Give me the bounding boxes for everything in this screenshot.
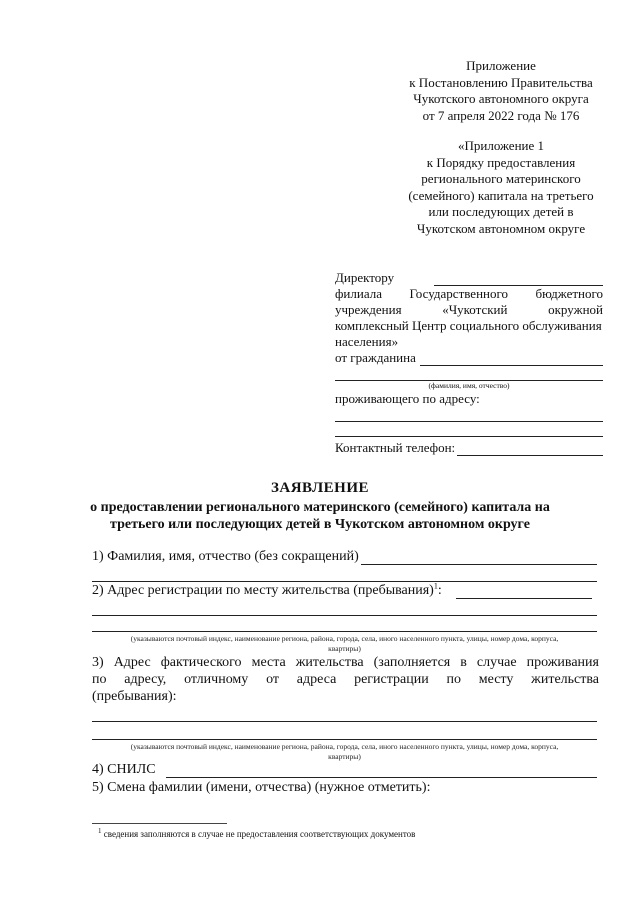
item2-label bbox=[92, 583, 442, 599]
addressee-block bbox=[335, 270, 603, 456]
item3-block bbox=[92, 654, 599, 705]
appendix-line: Чукотского автономного округа bbox=[413, 91, 589, 106]
appendix-line: регионального материнского bbox=[421, 171, 581, 186]
appendix-line: от 7 апреля 2022 года № 176 bbox=[422, 107, 580, 123]
footnote-text: сведения заполняются в случае не предоставления соответствующих документов bbox=[103, 829, 416, 839]
item1-row bbox=[92, 549, 597, 565]
appendix-line: Чукотском автономном округе bbox=[416, 220, 586, 236]
actual-address-field-2[interactable] bbox=[92, 725, 597, 740]
item5-row bbox=[92, 780, 597, 796]
appendix-line: к Постановлению Правительства bbox=[409, 74, 593, 90]
title-subtitle bbox=[80, 499, 560, 533]
fio-caption: (фамилия, имя, отчество) bbox=[428, 381, 510, 390]
citizen-name-field-2[interactable] bbox=[335, 366, 603, 381]
address-field-2[interactable] bbox=[335, 422, 603, 437]
item2-row bbox=[92, 583, 592, 599]
from-citizen-label: от гражданина bbox=[335, 350, 416, 365]
item1-label: 1) Фамилия, имя, отчество (без сокращений) bbox=[92, 549, 359, 564]
title-subtitle-line: третьего или последующих детей в Чукотском автономном округе bbox=[110, 517, 530, 532]
note-line: квартиры) bbox=[328, 751, 361, 761]
addressee-row: населения» bbox=[335, 334, 399, 349]
registration-address-field[interactable] bbox=[456, 584, 592, 599]
registration-address-field-2[interactable] bbox=[92, 601, 597, 616]
title-main: ЗАЯВЛЕНИЕ bbox=[270, 480, 370, 496]
citizen-name-field[interactable] bbox=[420, 353, 603, 366]
phone-row bbox=[335, 440, 603, 456]
item3-line: (пребывания): bbox=[92, 689, 177, 704]
addressee-word: окружной bbox=[548, 302, 603, 317]
full-name-field[interactable] bbox=[361, 550, 597, 565]
addressee-word: «Чукотский bbox=[442, 302, 508, 317]
addressee-row bbox=[335, 302, 603, 318]
document-title bbox=[80, 480, 560, 533]
addressee-word: филиала bbox=[335, 286, 382, 301]
phone-label: Контактный телефон: bbox=[335, 440, 456, 455]
addressee-row: комплексный Центр социального обслуживания bbox=[335, 318, 602, 333]
address-field-1[interactable] bbox=[335, 407, 603, 422]
item3-line: 3) Адрес фактического места жительства (заполняется в случае проживания bbox=[92, 655, 599, 670]
director-row bbox=[335, 270, 603, 286]
appendix-line: к Порядку предоставления bbox=[426, 154, 576, 170]
appendix-line: «Приложение 1 bbox=[457, 138, 545, 153]
director-name-field[interactable] bbox=[434, 273, 603, 286]
addressee-row bbox=[335, 286, 603, 302]
footnote-ref: 1 bbox=[433, 581, 438, 591]
address-format-note bbox=[92, 634, 597, 653]
note-line: квартиры) bbox=[328, 643, 361, 653]
from-citizen-row bbox=[335, 350, 603, 366]
address-format-note-2 bbox=[92, 742, 597, 761]
footnote-mark: 1 bbox=[98, 827, 102, 835]
appendix-line: Приложение bbox=[466, 58, 536, 73]
actual-address-field-1[interactable] bbox=[92, 707, 597, 722]
full-name-field-2[interactable] bbox=[92, 567, 597, 582]
appendix-header bbox=[396, 58, 606, 237]
snils-field[interactable] bbox=[166, 763, 597, 778]
registration-address-field-3[interactable] bbox=[92, 617, 597, 632]
addressee-word: бюджетного bbox=[535, 286, 603, 301]
item4-row bbox=[92, 762, 597, 778]
item3-line: по адресу, отличному от адреса регистрации по месту жительства bbox=[92, 672, 599, 687]
appendix-line: или последующих детей в bbox=[428, 204, 574, 219]
note-line: (указываются почтовый индекс, наименование региона, района, города, села, иного населенного пункта, улицы, номер дома, корпуса, bbox=[130, 634, 559, 643]
item2-colon: : bbox=[437, 583, 442, 598]
item2-text: 2) Адрес регистрации по месту жительства (пребывания) bbox=[92, 583, 434, 598]
footnote-separator bbox=[92, 823, 227, 824]
name-change-label: 5) Смена фамилии (имени, отчества) (нужное отметить): bbox=[92, 780, 431, 795]
addressee-word: учреждения bbox=[335, 302, 402, 317]
title-subtitle-line: о предоставлении регионального материнского (семейного) капитала на bbox=[90, 500, 550, 515]
phone-field[interactable] bbox=[457, 443, 603, 456]
snils-label: 4) СНИЛС bbox=[92, 762, 156, 777]
note-line: (указываются почтовый индекс, наименование региона, района, города, села, иного населенного пункта, улицы, номер дома, корпуса, bbox=[130, 742, 559, 751]
addressee-word: Государственного bbox=[409, 286, 509, 301]
residing-label: проживающего по адресу: bbox=[335, 391, 480, 406]
director-label: Директору bbox=[335, 270, 395, 285]
footnote bbox=[98, 829, 415, 839]
appendix-line: (семейного) капитала на третьего bbox=[408, 187, 594, 203]
